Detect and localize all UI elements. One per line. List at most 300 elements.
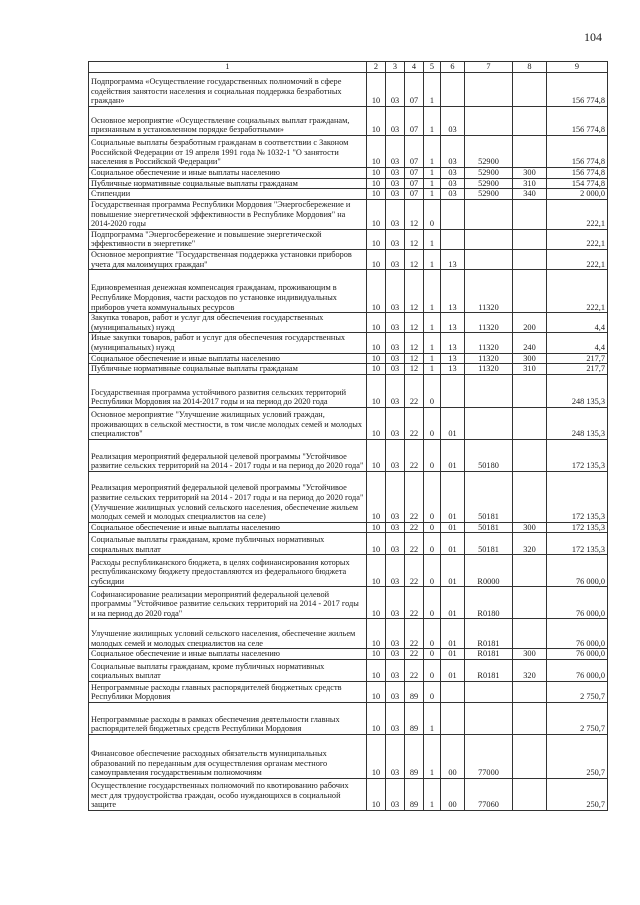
table-row (89, 136, 608, 168)
table-row (89, 168, 608, 179)
row-amount: 222,1 (547, 199, 608, 229)
table-row (89, 249, 608, 269)
program-code: 22 (405, 533, 424, 555)
subsection-code: 03 (386, 555, 405, 587)
activity-code: 01 (441, 471, 465, 522)
subprogram-code: 0 (424, 533, 441, 555)
expense-type-code: 240 (513, 333, 547, 353)
activity-code: 03 (441, 189, 465, 200)
column-header: 4 (405, 62, 424, 73)
program-code: 22 (405, 555, 424, 587)
activity-code (441, 229, 465, 249)
column-header: 8 (513, 62, 547, 73)
activity-code: 01 (441, 659, 465, 681)
program-code: 12 (405, 353, 424, 364)
table-row (89, 439, 608, 471)
expense-type-code: 300 (513, 168, 547, 179)
section-code: 10 (367, 471, 386, 522)
program-code: 89 (405, 778, 424, 810)
expense-type-code (513, 73, 547, 107)
subsection-code: 03 (386, 136, 405, 168)
subsection-code: 03 (386, 702, 405, 734)
row-description: Непрограммные расходы в рамках обеспечения деятельности главных распорядителей бюджетных средств Республики Мордовия (89, 702, 367, 734)
table-row (89, 533, 608, 555)
activity-code: 03 (441, 107, 465, 136)
table-row (89, 353, 608, 364)
subsection-code: 03 (386, 178, 405, 189)
direction-code: 50181 (465, 471, 513, 522)
row-amount: 4,4 (547, 313, 608, 333)
subsection-code: 03 (386, 533, 405, 555)
program-code: 07 (405, 178, 424, 189)
direction-code: 11320 (465, 353, 513, 364)
section-code: 10 (367, 649, 386, 660)
row-description: Основное мероприятие "Государственная поддержка установки приборов учета для малоимущих граждан" (89, 249, 367, 269)
activity-code: 13 (441, 353, 465, 364)
program-code: 12 (405, 313, 424, 333)
subprogram-code: 1 (424, 73, 441, 107)
activity-code: 00 (441, 734, 465, 778)
program-code: 12 (405, 333, 424, 353)
row-description: Финансовое обеспечение расходных обязательств муниципальных образований по переданным для осуществления органам местного самоуправления государственным полномочиям (89, 734, 367, 778)
row-description: Социальные выплаты гражданам, кроме публичных нормативных социальных выплат (89, 533, 367, 555)
row-description: Расходы республиканского бюджета, в целях софинансирования которых республиканскому бюджету предоставляются из федерального бюджета субсидии (89, 555, 367, 587)
row-amount: 217,7 (547, 364, 608, 375)
row-amount: 2 750,7 (547, 702, 608, 734)
subsection-code: 03 (386, 229, 405, 249)
subsection-code: 03 (386, 778, 405, 810)
row-amount: 217,7 (547, 353, 608, 364)
direction-code: 77060 (465, 778, 513, 810)
subsection-code: 03 (386, 313, 405, 333)
section-code: 10 (367, 522, 386, 533)
program-code: 22 (405, 659, 424, 681)
expense-type-code (513, 471, 547, 522)
expense-type-code: 200 (513, 313, 547, 333)
activity-code: 01 (441, 619, 465, 649)
expense-type-code (513, 270, 547, 313)
table-row (89, 702, 608, 734)
program-code: 22 (405, 522, 424, 533)
direction-code: 50181 (465, 522, 513, 533)
row-description: Социальные выплаты гражданам, кроме публичных нормативных социальных выплат (89, 659, 367, 681)
expense-type-code (513, 734, 547, 778)
row-description: Подпрограмма «Осуществление государственных полномочий в сфере содействия занятости населения и социальная поддержка безработных граждан» (89, 73, 367, 107)
row-amount: 156 774,8 (547, 73, 608, 107)
expense-type-code: 320 (513, 659, 547, 681)
direction-code: 52900 (465, 168, 513, 179)
expense-type-code: 300 (513, 522, 547, 533)
table-row (89, 407, 608, 439)
program-code: 22 (405, 619, 424, 649)
expense-type-code (513, 555, 547, 587)
section-code: 10 (367, 734, 386, 778)
column-header: 9 (547, 62, 608, 73)
row-amount: 2 000,0 (547, 189, 608, 200)
activity-code: 13 (441, 364, 465, 375)
table-row (89, 587, 608, 619)
subsection-code: 03 (386, 73, 405, 107)
subsection-code: 03 (386, 364, 405, 375)
program-code: 22 (405, 649, 424, 660)
activity-code: 13 (441, 313, 465, 333)
expense-type-code: 310 (513, 364, 547, 375)
section-code: 10 (367, 619, 386, 649)
direction-code (465, 199, 513, 229)
row-amount: 172 135,3 (547, 471, 608, 522)
subsection-code: 03 (386, 189, 405, 200)
subprogram-code: 1 (424, 333, 441, 353)
subprogram-code: 1 (424, 107, 441, 136)
program-code: 07 (405, 136, 424, 168)
table-row (89, 189, 608, 200)
subprogram-code: 0 (424, 471, 441, 522)
direction-code: R0181 (465, 649, 513, 660)
subsection-code: 03 (386, 619, 405, 649)
subprogram-code: 0 (424, 659, 441, 681)
row-description: Публичные нормативные социальные выплаты гражданам (89, 364, 367, 375)
direction-code: 11320 (465, 364, 513, 375)
program-code: 12 (405, 229, 424, 249)
table-row (89, 734, 608, 778)
subprogram-code: 1 (424, 249, 441, 269)
program-code: 12 (405, 364, 424, 375)
subprogram-code: 0 (424, 649, 441, 660)
subsection-code: 03 (386, 249, 405, 269)
section-code: 10 (367, 107, 386, 136)
expense-type-code (513, 199, 547, 229)
subsection-code: 03 (386, 471, 405, 522)
activity-code: 01 (441, 407, 465, 439)
row-description: Непрограммные расходы главных распорядителей бюджетных средств Республики Мордовия (89, 681, 367, 702)
direction-code (465, 249, 513, 269)
subsection-code: 03 (386, 681, 405, 702)
program-code: 07 (405, 168, 424, 179)
program-code: 22 (405, 587, 424, 619)
subprogram-code: 1 (424, 178, 441, 189)
subprogram-code: 0 (424, 199, 441, 229)
column-header: 6 (441, 62, 465, 73)
section-code: 10 (367, 73, 386, 107)
section-code: 10 (367, 189, 386, 200)
expense-type-code (513, 374, 547, 407)
row-amount: 172 135,3 (547, 533, 608, 555)
subsection-code: 03 (386, 587, 405, 619)
row-amount: 248 135,3 (547, 374, 608, 407)
row-amount: 250,7 (547, 734, 608, 778)
section-code: 10 (367, 555, 386, 587)
activity-code: 03 (441, 168, 465, 179)
subsection-code: 03 (386, 270, 405, 313)
expense-type-code (513, 619, 547, 649)
table-row (89, 659, 608, 681)
direction-code: R0181 (465, 659, 513, 681)
direction-code: 11320 (465, 313, 513, 333)
activity-code (441, 702, 465, 734)
activity-code: 01 (441, 439, 465, 471)
subsection-code: 03 (386, 333, 405, 353)
row-description: Единовременная денежная компенсация гражданам, проживающим в Республике Мордовия, части расходов по установке индивидуальных приборов учета коммунальных ресурсов (89, 270, 367, 313)
expense-type-code: 320 (513, 533, 547, 555)
subsection-code: 03 (386, 353, 405, 364)
row-description: Реализация мероприятий федеральной целевой программы "Устойчивое развитие сельских территорий на 2014 - 2017 годы и на период до 2020 года" (Улучшение жилищных условий сельского населения, обеспечение жильем молодых семей и молодых специалистов на селе) (89, 471, 367, 522)
subsection-code: 03 (386, 407, 405, 439)
subprogram-code: 0 (424, 681, 441, 702)
section-code: 10 (367, 199, 386, 229)
row-amount: 156 774,8 (547, 168, 608, 179)
direction-code: 11320 (465, 333, 513, 353)
direction-code: 52900 (465, 136, 513, 168)
direction-code: 50180 (465, 439, 513, 471)
activity-code (441, 199, 465, 229)
subprogram-code: 0 (424, 522, 441, 533)
row-description: Социальное обеспечение и иные выплаты населению (89, 353, 367, 364)
row-amount: 76 000,0 (547, 587, 608, 619)
section-code: 10 (367, 533, 386, 555)
direction-code: 77000 (465, 734, 513, 778)
section-code: 10 (367, 702, 386, 734)
section-code: 10 (367, 249, 386, 269)
expense-type-code (513, 681, 547, 702)
table-row (89, 522, 608, 533)
activity-code: 13 (441, 270, 465, 313)
row-amount: 172 135,3 (547, 522, 608, 533)
column-header: 3 (386, 62, 405, 73)
direction-code: R0180 (465, 587, 513, 619)
row-amount: 222,1 (547, 229, 608, 249)
row-description: Софинансирование реализации мероприятий федеральной целевой программы "Устойчивое развитие сельских территорий на 2014 - 2017 годы и на период до 2020 года" (89, 587, 367, 619)
program-code: 07 (405, 107, 424, 136)
direction-code (465, 73, 513, 107)
table-row (89, 364, 608, 375)
row-amount: 172 135,3 (547, 439, 608, 471)
row-amount: 76 000,0 (547, 619, 608, 649)
subsection-code: 03 (386, 659, 405, 681)
subprogram-code: 1 (424, 313, 441, 333)
row-description: Улучшение жилищных условий сельского населения, обеспечение жильем молодых семей и молодых специалистов на селе (89, 619, 367, 649)
section-code: 10 (367, 313, 386, 333)
row-amount: 222,1 (547, 270, 608, 313)
expense-type-code (513, 407, 547, 439)
activity-code (441, 681, 465, 702)
subprogram-code: 0 (424, 587, 441, 619)
table-row (89, 229, 608, 249)
table-header-row (89, 62, 608, 73)
program-code: 12 (405, 199, 424, 229)
table-body (89, 73, 608, 811)
subprogram-code: 1 (424, 364, 441, 375)
program-code: 89 (405, 734, 424, 778)
subprogram-code: 1 (424, 136, 441, 168)
direction-code (465, 374, 513, 407)
subsection-code: 03 (386, 522, 405, 533)
direction-code (465, 681, 513, 702)
table-row (89, 313, 608, 333)
subprogram-code: 0 (424, 407, 441, 439)
subprogram-code: 0 (424, 374, 441, 407)
program-code: 89 (405, 681, 424, 702)
subsection-code: 03 (386, 374, 405, 407)
subsection-code: 03 (386, 107, 405, 136)
table-row (89, 471, 608, 522)
column-header: 1 (89, 62, 367, 73)
section-code: 10 (367, 587, 386, 619)
subprogram-code: 1 (424, 353, 441, 364)
row-description: Основное мероприятие "Улучшение жилищных условий граждан, проживающих в сельской местности, в том числе молодых семей и молодых специалистов" (89, 407, 367, 439)
subsection-code: 03 (386, 649, 405, 660)
program-code: 12 (405, 270, 424, 313)
row-description: Публичные нормативные социальные выплаты гражданам (89, 178, 367, 189)
table-row (89, 778, 608, 810)
subprogram-code: 0 (424, 619, 441, 649)
row-amount: 76 000,0 (547, 659, 608, 681)
program-code: 07 (405, 189, 424, 200)
row-description: Реализация мероприятий федеральной целевой программы "Устойчивое развитие сельских территорий на 2014 - 2017 годы и на период до 2020 года" (89, 439, 367, 471)
column-header: 7 (465, 62, 513, 73)
table-row (89, 178, 608, 189)
activity-code: 01 (441, 587, 465, 619)
section-code: 10 (367, 407, 386, 439)
expense-type-code (513, 587, 547, 619)
direction-code: 50181 (465, 533, 513, 555)
expense-type-code: 310 (513, 178, 547, 189)
section-code: 10 (367, 178, 386, 189)
activity-code: 00 (441, 778, 465, 810)
row-amount: 2 750,7 (547, 681, 608, 702)
column-header: 2 (367, 62, 386, 73)
expense-type-code (513, 439, 547, 471)
row-description: Иные закупки товаров, работ и услуг для обеспечения государственных (муниципальных) нужд (89, 333, 367, 353)
section-code: 10 (367, 168, 386, 179)
activity-code: 03 (441, 136, 465, 168)
section-code: 10 (367, 136, 386, 168)
expense-type-code: 300 (513, 649, 547, 660)
activity-code: 01 (441, 649, 465, 660)
section-code: 10 (367, 270, 386, 313)
expense-type-code (513, 229, 547, 249)
section-code: 10 (367, 333, 386, 353)
row-description: Закупка товаров, работ и услуг для обеспечения государственных (муниципальных) нужд (89, 313, 367, 333)
table-row (89, 649, 608, 660)
subprogram-code: 1 (424, 229, 441, 249)
subprogram-code: 0 (424, 555, 441, 587)
activity-code: 01 (441, 522, 465, 533)
section-code: 10 (367, 374, 386, 407)
row-amount: 154 774,8 (547, 178, 608, 189)
row-description: Социальное обеспечение и иные выплаты населению (89, 522, 367, 533)
section-code: 10 (367, 659, 386, 681)
row-amount: 156 774,8 (547, 136, 608, 168)
section-code: 10 (367, 681, 386, 702)
expense-type-code (513, 249, 547, 269)
subprogram-code: 1 (424, 168, 441, 179)
subprogram-code: 0 (424, 439, 441, 471)
expense-type-code: 300 (513, 353, 547, 364)
section-code: 10 (367, 439, 386, 471)
subprogram-code: 1 (424, 189, 441, 200)
row-amount: 250,7 (547, 778, 608, 810)
direction-code (465, 407, 513, 439)
program-code: 89 (405, 702, 424, 734)
table-row (89, 73, 608, 107)
program-code: 22 (405, 471, 424, 522)
expense-type-code (513, 136, 547, 168)
row-amount: 156 774,8 (547, 107, 608, 136)
activity-code: 01 (441, 533, 465, 555)
activity-code: 13 (441, 249, 465, 269)
subprogram-code: 1 (424, 778, 441, 810)
row-description: Стипендии (89, 189, 367, 200)
subsection-code: 03 (386, 168, 405, 179)
row-description: Социальное обеспечение и иные выплаты населению (89, 649, 367, 660)
table-row (89, 681, 608, 702)
section-code: 10 (367, 353, 386, 364)
program-code: 07 (405, 73, 424, 107)
activity-code: 03 (441, 178, 465, 189)
table-row (89, 199, 608, 229)
subprogram-code: 1 (424, 734, 441, 778)
section-code: 10 (367, 364, 386, 375)
subprogram-code: 1 (424, 270, 441, 313)
direction-code (465, 702, 513, 734)
page-number: 104 (584, 30, 602, 44)
row-amount: 248 135,3 (547, 407, 608, 439)
row-description: Подпрограмма "Энергосбережение и повышение энергетической эффективности в энергетике" (89, 229, 367, 249)
direction-code: 11320 (465, 270, 513, 313)
row-description: Социальные выплаты безработным гражданам в соответствии с Законом Российской Федерации от 19 апреля 1991 года № 1032-1 "О занятости населения в Российской Федерации" (89, 136, 367, 168)
program-code: 12 (405, 249, 424, 269)
column-header: 5 (424, 62, 441, 73)
subsection-code: 03 (386, 439, 405, 471)
direction-code (465, 107, 513, 136)
table-row (89, 555, 608, 587)
table-row (89, 333, 608, 353)
activity-code: 13 (441, 333, 465, 353)
direction-code: R0000 (465, 555, 513, 587)
direction-code (465, 229, 513, 249)
row-description: Государственная программа устойчивого развития сельских территорий Республики Мордовия на 2014-2017 годы и на период до 2020 года (89, 374, 367, 407)
activity-code: 01 (441, 555, 465, 587)
row-description: Государственная программа Республики Мордовия "Энергосбережение и повышение энергетической эффективности в Республике Мордовия" на 2014-2020 годы (89, 199, 367, 229)
row-amount: 4,4 (547, 333, 608, 353)
subsection-code: 03 (386, 734, 405, 778)
expense-type-code (513, 702, 547, 734)
activity-code (441, 73, 465, 107)
budget-table (88, 61, 608, 811)
table-row (89, 270, 608, 313)
program-code: 22 (405, 439, 424, 471)
section-code: 10 (367, 229, 386, 249)
expense-type-code: 340 (513, 189, 547, 200)
subprogram-code: 1 (424, 702, 441, 734)
activity-code (441, 374, 465, 407)
direction-code: 52900 (465, 178, 513, 189)
expense-type-code (513, 107, 547, 136)
direction-code: 52900 (465, 189, 513, 200)
program-code: 22 (405, 374, 424, 407)
subsection-code: 03 (386, 199, 405, 229)
row-amount: 222,1 (547, 249, 608, 269)
row-amount: 76 000,0 (547, 649, 608, 660)
table-row (89, 619, 608, 649)
section-code: 10 (367, 778, 386, 810)
table-row (89, 374, 608, 407)
direction-code: R0181 (465, 619, 513, 649)
table-row (89, 107, 608, 136)
program-code: 22 (405, 407, 424, 439)
expense-type-code (513, 778, 547, 810)
row-description: Осуществление государственных полномочий по квотированию рабочих мест для трудоустройства граждан, особо нуждающихся в социальной защите (89, 778, 367, 810)
